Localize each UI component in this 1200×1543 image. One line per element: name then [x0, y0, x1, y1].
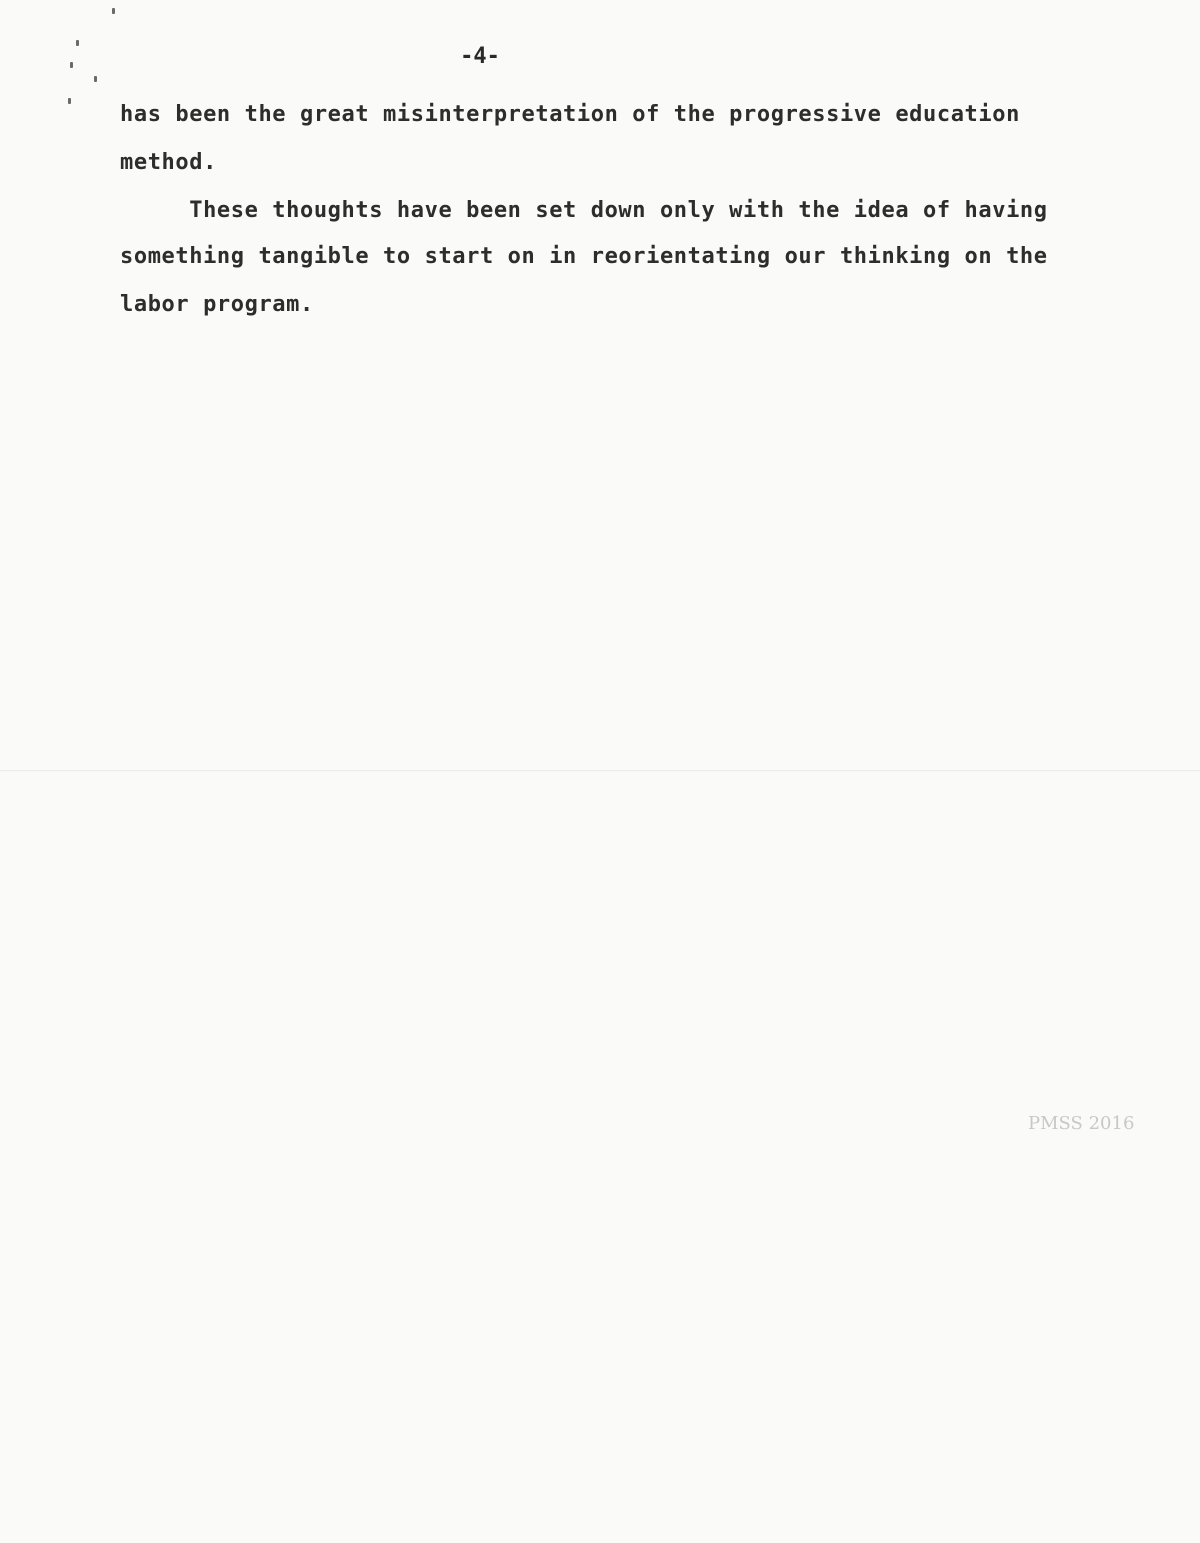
archive-watermark: PMSS 2016 — [1028, 1113, 1135, 1134]
punch-mark — [112, 8, 115, 14]
punch-mark — [94, 76, 97, 82]
text-line: These thoughts have been set down only with the idea of having — [120, 198, 1048, 223]
text-line: has been the great misinterpretation of the progressive education — [120, 102, 1020, 127]
paper-fold-line — [0, 770, 1200, 771]
punch-mark — [68, 98, 71, 104]
text-line: method. — [120, 150, 217, 175]
text-line: something tangible to start on in reorientating our thinking on the — [120, 244, 1048, 269]
text-line: labor program. — [120, 292, 314, 317]
page-number: -4- — [460, 44, 500, 69]
